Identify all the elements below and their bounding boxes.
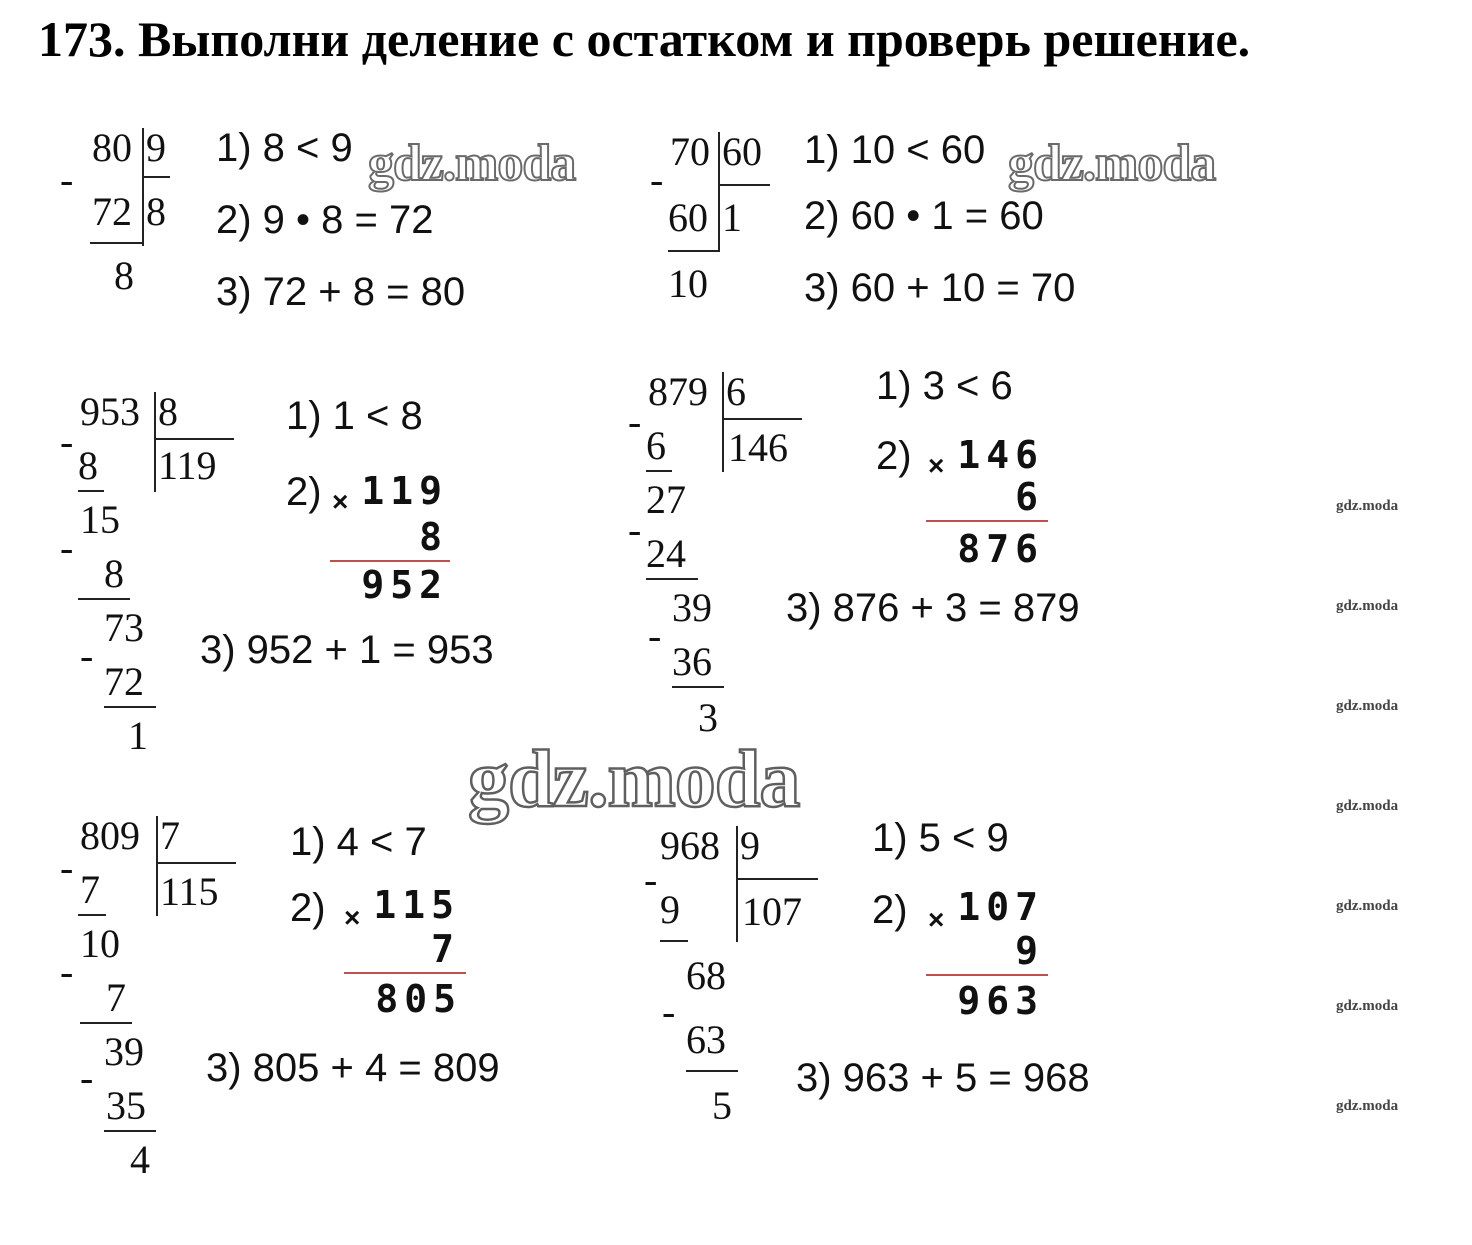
check-step-2-label: 2) [876,434,912,478]
partial-dividend: 15 [80,497,120,542]
quotient-line [722,418,802,420]
times-sign: × [344,902,361,933]
division-bar [156,816,158,916]
subtraction-line [686,1070,738,1072]
page-title: 173. Выполни деление с остатком и проверь решение. [38,11,1251,67]
product: 805 [375,977,462,1021]
subtrahend: 35 [106,1083,146,1128]
check-step-3: 3) 952 + 1 = 953 [200,628,494,672]
minus-sign: - [644,857,658,902]
check-step-1: 1) 5 < 9 [872,816,1009,860]
subtraction-line [646,470,672,472]
partial-dividend: 39 [672,585,712,630]
subtraction-line [78,914,106,916]
subtraction-line [668,250,720,252]
factor-2: 9 [1015,929,1044,973]
minus-sign: - [650,157,664,202]
partial-dividend: 27 [646,477,686,522]
watermark-small: gdz.moda [1336,998,1399,1014]
subtrahend: 7 [106,975,126,1020]
check-step-2: 2) 9 • 8 = 72 [216,198,434,242]
product-line [926,974,1048,976]
subtrahend: 8 [104,551,124,596]
minus-sign: - [628,399,642,444]
factor-1: 115 [373,883,460,927]
times-sign: × [332,486,349,517]
quotient-line [156,862,236,864]
watermark-small: gdz.moda [1336,898,1399,914]
times-sign: × [928,904,945,935]
factor-2: 8 [419,515,448,559]
quotient-line [718,184,770,186]
product-line [344,972,466,974]
minus-sign: - [60,525,74,570]
minus-sign: - [60,157,74,202]
factor-1: 146 [957,433,1044,477]
subtrahend: 6 [646,423,666,468]
factor-2: 7 [431,927,460,971]
product-line [926,520,1048,522]
divisor: 6 [726,369,746,414]
subtraction-line [672,686,724,688]
dividend: 80 [92,125,132,170]
subtraction-line [78,490,104,492]
product: 952 [361,563,448,607]
divisor: 8 [158,389,178,434]
check-step-3: 3) 963 + 5 = 968 [796,1056,1090,1100]
subtrahend: 72 [104,659,144,704]
divisor: 9 [146,125,166,170]
check-step-2-label: 2) [286,470,322,514]
minus-sign: - [60,419,74,464]
subtraction-line [90,242,144,244]
subtraction-line [104,1130,156,1132]
quotient: 8 [146,189,166,234]
subtraction-line [78,598,130,600]
subtrahend: 8 [78,443,98,488]
minus-sign: - [60,845,74,890]
check-step-3: 3) 805 + 4 = 809 [206,1046,500,1090]
dividend: 953 [80,389,140,434]
product-line [330,560,450,562]
divisor: 60 [722,129,762,174]
divisor: 7 [160,813,180,858]
dividend: 70 [670,129,710,174]
subtraction-line [104,706,156,708]
remainder: 10 [668,261,708,306]
check-step-1: 1) 10 < 60 [804,128,986,172]
factor-2: 6 [1015,475,1044,519]
check-step-1: 1) 1 < 8 [286,394,423,438]
minus-sign: - [662,989,676,1034]
check-step-1: 1) 3 < 6 [876,364,1013,408]
remainder: 8 [114,253,134,298]
quotient-line [736,878,818,880]
watermark-small: gdz.moda [1336,1098,1399,1114]
division-bar [154,392,156,492]
dividend: 968 [660,823,720,868]
quotient: 107 [742,889,802,934]
product: 963 [957,979,1044,1023]
subtrahend: 36 [672,639,712,684]
subtraction-line [660,940,688,942]
minus-sign: - [628,507,642,552]
minus-sign: - [80,1055,94,1100]
check-step-3: 3) 72 + 8 = 80 [216,270,466,314]
division-bar [736,826,738,942]
factor-1: 107 [957,885,1044,929]
dividend: 879 [648,369,708,414]
check-step-2-label: 2) [872,888,908,932]
partial-dividend: 73 [104,605,144,650]
watermark-small: gdz.moda [1336,698,1399,714]
quotient-line [154,438,234,440]
partial-dividend: 10 [80,921,120,966]
watermark-small: gdz.moda [1336,598,1399,614]
watermark-small: gdz.moda [1336,798,1399,814]
quotient-line [142,176,170,178]
subtrahend: 72 [92,189,132,234]
product: 876 [957,527,1044,571]
division-bar [718,132,720,250]
subtrahend: 63 [686,1017,726,1062]
check-step-3: 3) 60 + 10 = 70 [804,266,1076,310]
division-bar [142,128,144,246]
subtrahend: 9 [660,887,680,932]
partial-dividend: 68 [686,953,726,998]
partial-dividend: 39 [104,1029,144,1074]
quotient: 115 [160,869,219,914]
quotient: 119 [158,443,217,488]
dividend: 809 [80,813,140,858]
subtrahend: 24 [646,531,686,576]
subtraction-line [80,1022,132,1024]
minus-sign: - [80,633,94,678]
subtrahend: 60 [668,195,708,240]
watermark-logo: gdz.moda [468,733,800,824]
check-step-1: 1) 4 < 7 [290,820,427,864]
minus-sign: - [60,949,74,994]
division-bar [722,372,724,472]
subtrahend: 7 [80,867,100,912]
minus-sign: - [648,613,662,658]
watermark-logo: gdz.moda [1008,135,1216,192]
watermark-small: gdz.moda [1336,498,1399,514]
watermark-logo: gdz.moda [368,135,576,192]
subtraction-line [646,578,698,580]
remainder: 1 [128,713,148,758]
check-step-1: 1) 8 < 9 [216,126,353,170]
remainder: 4 [130,1137,150,1182]
quotient: 146 [728,425,788,470]
remainder: 3 [698,695,718,740]
check-step-3: 3) 876 + 3 = 879 [786,586,1080,630]
quotient: 1 [722,195,742,240]
divisor: 9 [740,823,760,868]
check-step-2: 2) 60 • 1 = 60 [804,194,1044,238]
factor-1: 119 [361,469,448,513]
check-step-2-label: 2) [290,886,326,930]
remainder: 5 [712,1083,732,1128]
times-sign: × [928,450,945,481]
